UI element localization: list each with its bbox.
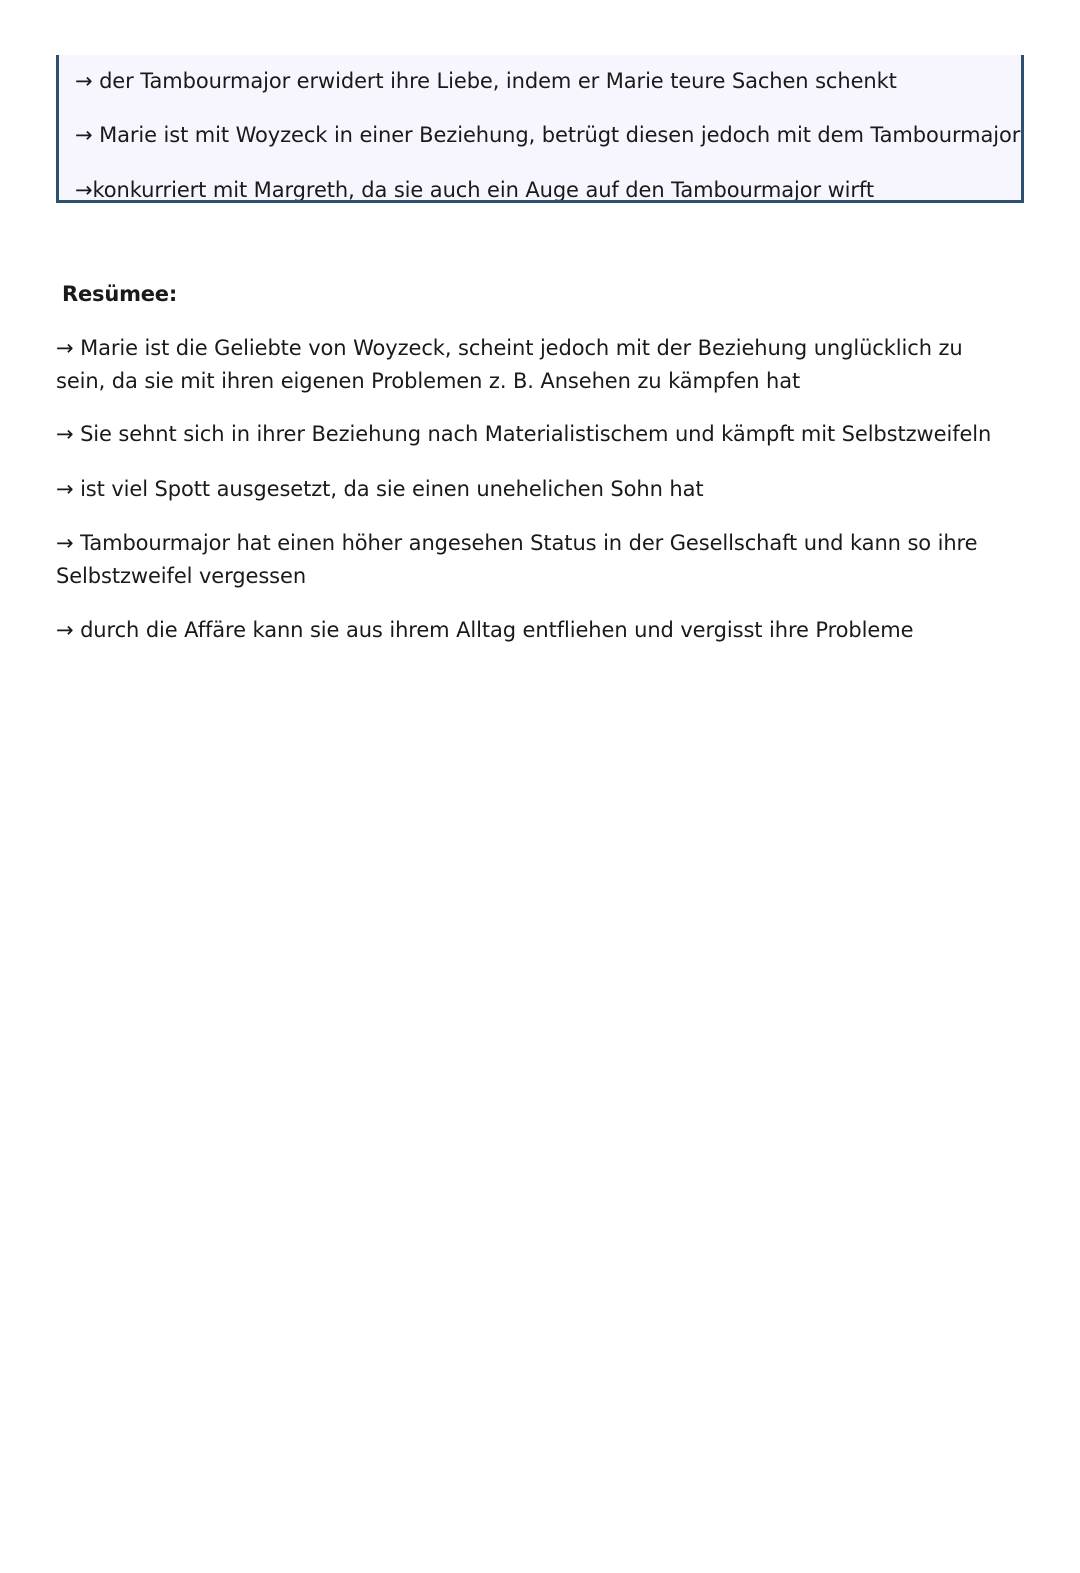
note-line: →konkurriert mit Margreth, da sie auch ein Auge auf den Tambourmajor wirft: [75, 178, 874, 202]
summary-paragraph: → Sie sehnt sich in ihrer Beziehung nach Materialistischem und kämpft mit Selbstzweifeln: [56, 422, 992, 446]
summary-paragraph: → durch die Affäre kann sie aus ihrem Alltag entfliehen und vergisst ihre Probleme: [56, 618, 914, 642]
character-notes-box: [56, 55, 1024, 203]
summary-paragraph: → ist viel Spott ausgesetzt, da sie einen unehelichen Sohn hat: [56, 477, 704, 501]
summary-paragraph: → Tambourmajor hat einen höher angesehen Status in der Gesellschaft und kann so ihre Selbstzweifel vergessen: [56, 531, 978, 588]
note-line: → Marie ist mit Woyzeck in einer Beziehung, betrügt diesen jedoch mit dem Tambourmajor: [75, 123, 1021, 147]
summary-heading: Resümee:: [62, 282, 178, 306]
summary-paragraph: → Marie ist die Geliebte von Woyzeck, scheint jedoch mit der Beziehung unglücklich zu sein, da sie mit ihren eigenen Problemen z. B. Ansehen zu kämpfen hat: [56, 336, 963, 393]
note-line: → der Tambourmajor erwidert ihre Liebe, indem er Marie teure Sachen schenkt: [75, 69, 897, 93]
